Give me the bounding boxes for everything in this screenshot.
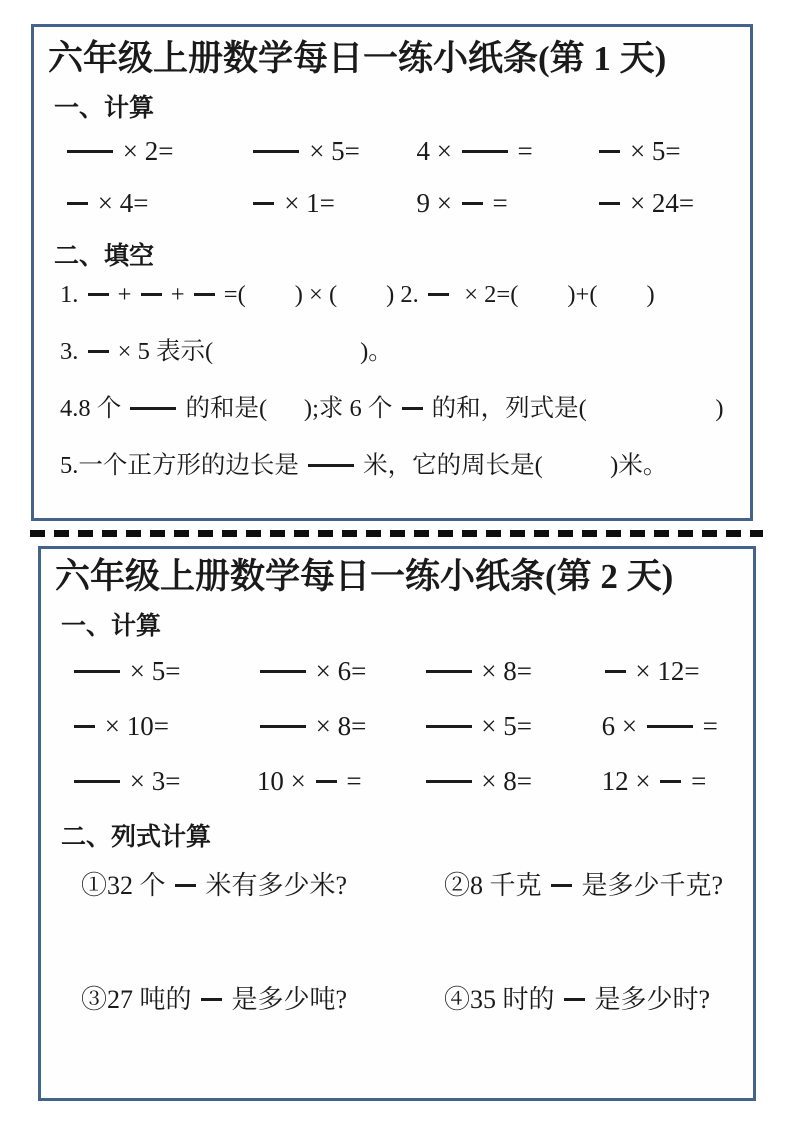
math-problem [257,707,423,745]
text-run: 是多少吨? [225,985,348,1015]
fraction-bar [462,150,508,153]
math-problem [417,184,597,222]
fraction-bar [426,670,472,673]
math-problem [64,132,250,170]
text-run: × 6= [308,656,367,687]
problem-row [55,762,747,800]
math-problem [602,652,747,690]
text-run: 5.一个正方形的边长是 [60,452,305,480]
text-run: × 5= [474,711,532,742]
problem-row [55,867,747,905]
fill-blank-problem [48,335,742,369]
text-run: =( ) × ( ) 2. [217,281,425,309]
fraction-bar [428,293,449,296]
fraction-bar [660,780,681,783]
text-run: 9 × [416,188,459,219]
text-run: 6 × [601,711,644,742]
problem-row [55,652,747,690]
text-run: × 5= [623,136,681,167]
fraction-bar [426,780,472,783]
problem-row [55,981,747,1019]
problem-row [48,184,742,222]
day2-word-heading: 二、列式计算 [61,824,212,852]
text-run: + [164,281,191,309]
text-run: × 5 表示( )。 [111,338,393,366]
day2-title: 六年级上册数学每日一练小纸条(第 2 天) [55,557,674,596]
text-run: × 1= [277,188,335,219]
math-problem [257,652,423,690]
math-problem [257,762,423,800]
text-run: × 8= [308,711,367,742]
text-run: 是多少千克? [574,871,724,901]
fraction-bar [599,150,620,153]
math-problem [423,707,602,745]
fraction-bar [175,884,196,887]
text-run: 4.8 个 [60,395,128,423]
fraction-bar [253,150,299,153]
text-run: × 10= [98,711,169,742]
text-run: 4 × [416,136,459,167]
text-run: × 8= [474,656,532,687]
text-run: = [510,136,533,167]
text-run: × 5= [123,656,181,687]
day1-fill-problems [48,278,742,483]
text-run: 是多少时? [587,985,711,1015]
problem-row [55,707,747,745]
text-run: 米有多少米? [199,871,348,901]
text-run: 12 × [601,766,658,797]
fraction-bar [551,884,572,887]
day1-fill-heading: 二、填空 [54,243,155,271]
text-run: = [339,766,362,797]
fraction-bar [141,293,162,296]
fraction-bar [564,998,585,1001]
fraction-bar [67,202,88,205]
dashed-divider [30,530,763,537]
text-run: ①32 个 [81,871,173,901]
text-run: × 12= [628,656,700,687]
fraction-bar [402,407,423,410]
fill-blank-problem [48,278,742,312]
fraction-bar [130,407,176,410]
math-problem [81,867,444,905]
text-run: × 2=( )+( ) [451,281,655,309]
text-run: × 5= [302,136,360,167]
fraction-bar [88,293,109,296]
math-problem [444,867,747,905]
day2-calc-heading: 一、计算 [61,613,162,641]
day1-calc-heading: 一、计算 [54,95,155,123]
math-problem [423,652,602,690]
fraction-bar [74,725,95,728]
fraction-bar [599,202,620,205]
math-problem [81,981,444,1019]
fraction-bar [67,150,113,153]
math-problem [602,762,747,800]
text-run: 的和是( );求 6 个 [179,395,399,423]
fraction-bar [260,670,306,673]
text-run: ④35 时的 [443,985,561,1015]
text-run: + [111,281,138,309]
text-run: × 8= [474,766,532,797]
text-run: = [485,188,508,219]
fraction-bar [74,670,120,673]
text-run: ③27 吨的 [81,985,199,1015]
fraction-bar [201,998,222,1001]
text-run: × 3= [123,766,181,797]
math-problem [71,707,257,745]
text-run: ②8 千克 [443,871,548,901]
fraction-bar [88,350,109,353]
fraction-bar [316,780,337,783]
text-run: 3. [60,338,85,366]
fill-blank-problem [48,449,742,483]
text-run: = [695,711,718,742]
fraction-bar [253,202,274,205]
day1-calc-problems [48,132,742,222]
fraction-bar [194,293,215,296]
text-run: 1. [60,281,85,309]
math-problem [71,762,257,800]
text-run: = [684,766,707,797]
day1-title: 六年级上册数学每日一练小纸条(第 1 天) [48,39,667,78]
math-problem [444,981,747,1019]
text-run: × 4= [91,188,149,219]
problem-row [48,132,742,170]
fraction-bar [462,202,483,205]
fraction-bar [605,670,626,673]
text-run: × 2= [116,136,174,167]
fraction-bar [74,780,120,783]
math-problem [602,707,747,745]
day2-word-problems [55,867,747,1019]
math-problem [250,184,416,222]
math-problem [423,762,602,800]
text-run: 的和，列式是( ) [425,395,724,423]
math-problem [71,652,257,690]
day2-card [38,546,756,1101]
fraction-bar [647,725,693,728]
text-run: × 24= [623,188,695,219]
day2-calc-problems [55,652,747,800]
fill-blank-problem [48,392,742,426]
text-run: 米，它的周长是( )米。 [357,452,668,480]
math-problem [417,132,597,170]
math-problem [596,184,742,222]
fraction-bar [426,725,472,728]
math-problem [64,184,250,222]
math-problem [250,132,416,170]
fraction-bar [260,725,306,728]
math-problem [596,132,742,170]
fraction-bar [308,464,354,467]
day1-card [31,24,753,521]
text-run: 10 × [256,766,313,797]
